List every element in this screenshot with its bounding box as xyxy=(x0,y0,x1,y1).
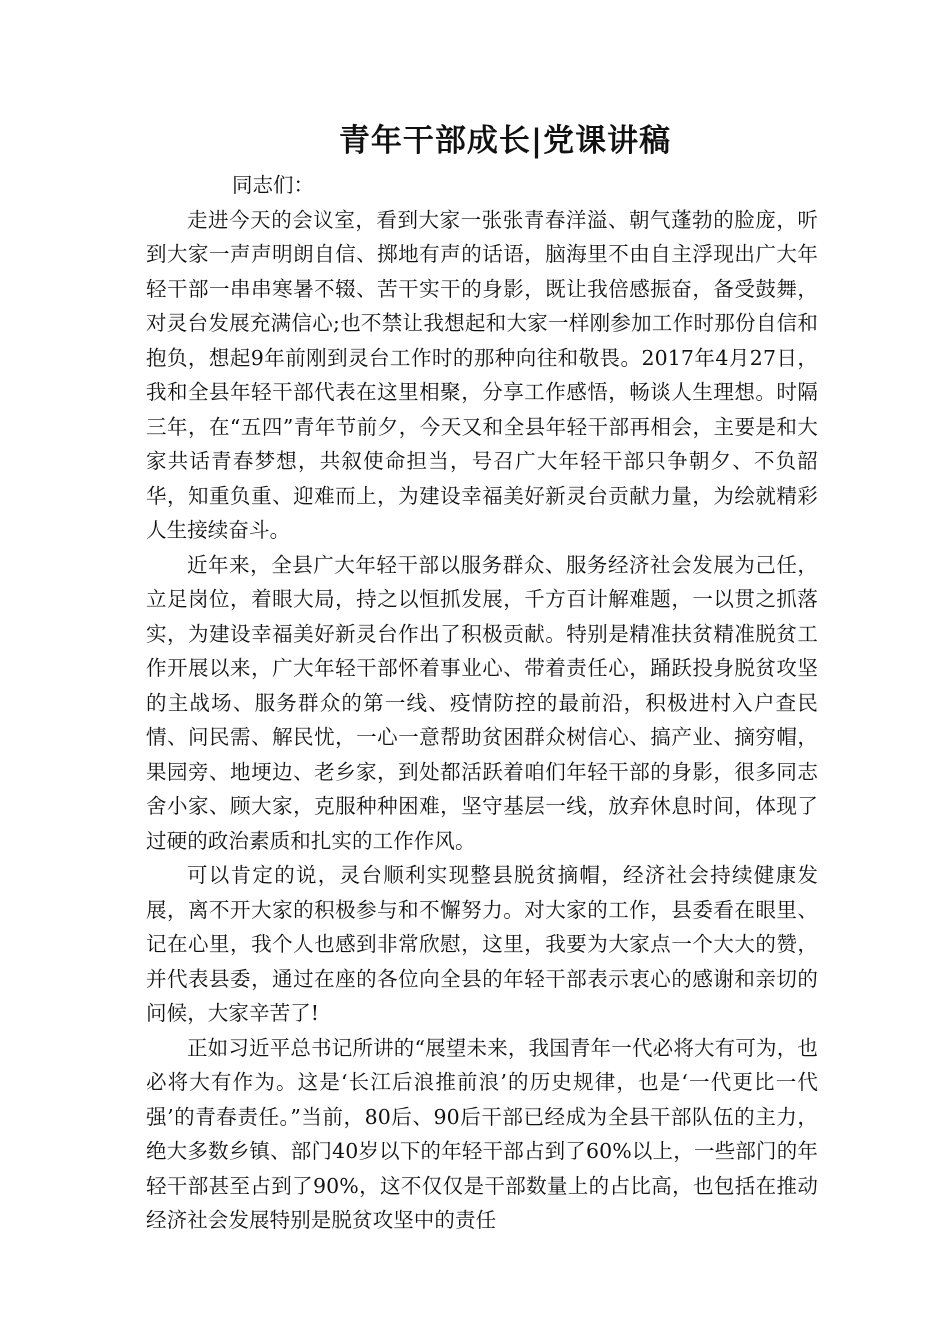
paragraph-opening: 走进今天的会议室，看到大家一张张青春洋溢、朝气蓬勃的脸庞，听到大家一声声明朗自信、掷地有声的话语，脑海里不由自主浮现出广大年轻干部一串串寒暑不辍、苦干实干的身影，既让我倍感振奋，备受鼓舞，对灵台发展充满信心;也不禁让我想起和大家一样刚参加工作时那份自信和抱负，想起9年前刚到灵台工作时的那种向往和敬畏。2017年4月27日，我和全县年轻干部代表在这里相聚，分享工作感悟，畅谈人生理想。时隔三年，在“五四”青年节前夕，今天又和全县年轻干部再相会，主要是和大家共话青春梦想，共叙使命担当，号召广大年轻干部只争朝夕、不负韶华，知重负重、迎难而上，为建设幸福美好新灵台贡献力量，为绘就精彩人生接续奋斗。 xyxy=(146,207,818,542)
document-page xyxy=(146,118,818,1238)
paragraph-appreciation: 可以肯定的说，灵台顺利实现整县脱贫摘帽，经济社会持续健康发展，离不开大家的积极参与和不懈努力。对大家的工作，县委看在眼里、记在心里，我个人也感到非常欣慰，这里，我要为大家点一个大大的赞，并代表县委，通过在座的各位向全县的年轻干部表示衷心的感谢和亲切的问候，大家辛苦了! xyxy=(146,863,818,1025)
paragraph-achievements: 近年来，全县广大年轻干部以服务群众、服务经济社会发展为己任，立足岗位，着眼大局，持之以恒抓发展，千方百计解难题，一以贯之抓落实，为建设幸福美好新灵台作出了积极贡献。特别是精准扶贫精准脱贫工作开展以来，广大年轻干部怀着事业心、带着责任心，踊跃投身脱贫攻坚的主战场、服务群众的第一线、疫情防控的最前沿，积极进村入户查民情、问民需、解民忧，一心一意帮助贫困群众树信心、搞产业、摘穷帽，果园旁、地埂边、老乡家，到处都活跃着咱们年轻干部的身影，很多同志舍小家、顾大家，克服种种困难，坚守基层一线，放弃休息时间，体现了过硬的政治素质和扎实的工作作风。 xyxy=(146,552,818,853)
paragraph-outlook: 正如习近平总书记所讲的“展望未来，我国青年一代必将大有可为，也必将大有作为。这是‘长江后浪推前浪’的历史规律，也是‘一代更比一代强’的青春责任。”当前，80后、90后干部已经成为全县干部队伍的主力，绝大多数乡镇、部门40岁以下的年轻干部占到了60%以上，一些部门的年轻干部甚至占到了90%，这不仅仅是干部数量上的占比高，也包括在推动经济社会发展特别是脱贫攻坚中的责任 xyxy=(146,1035,818,1232)
salutation: 同志们： xyxy=(232,173,314,197)
document-title: 青年干部成长|党课讲稿 xyxy=(338,123,672,159)
